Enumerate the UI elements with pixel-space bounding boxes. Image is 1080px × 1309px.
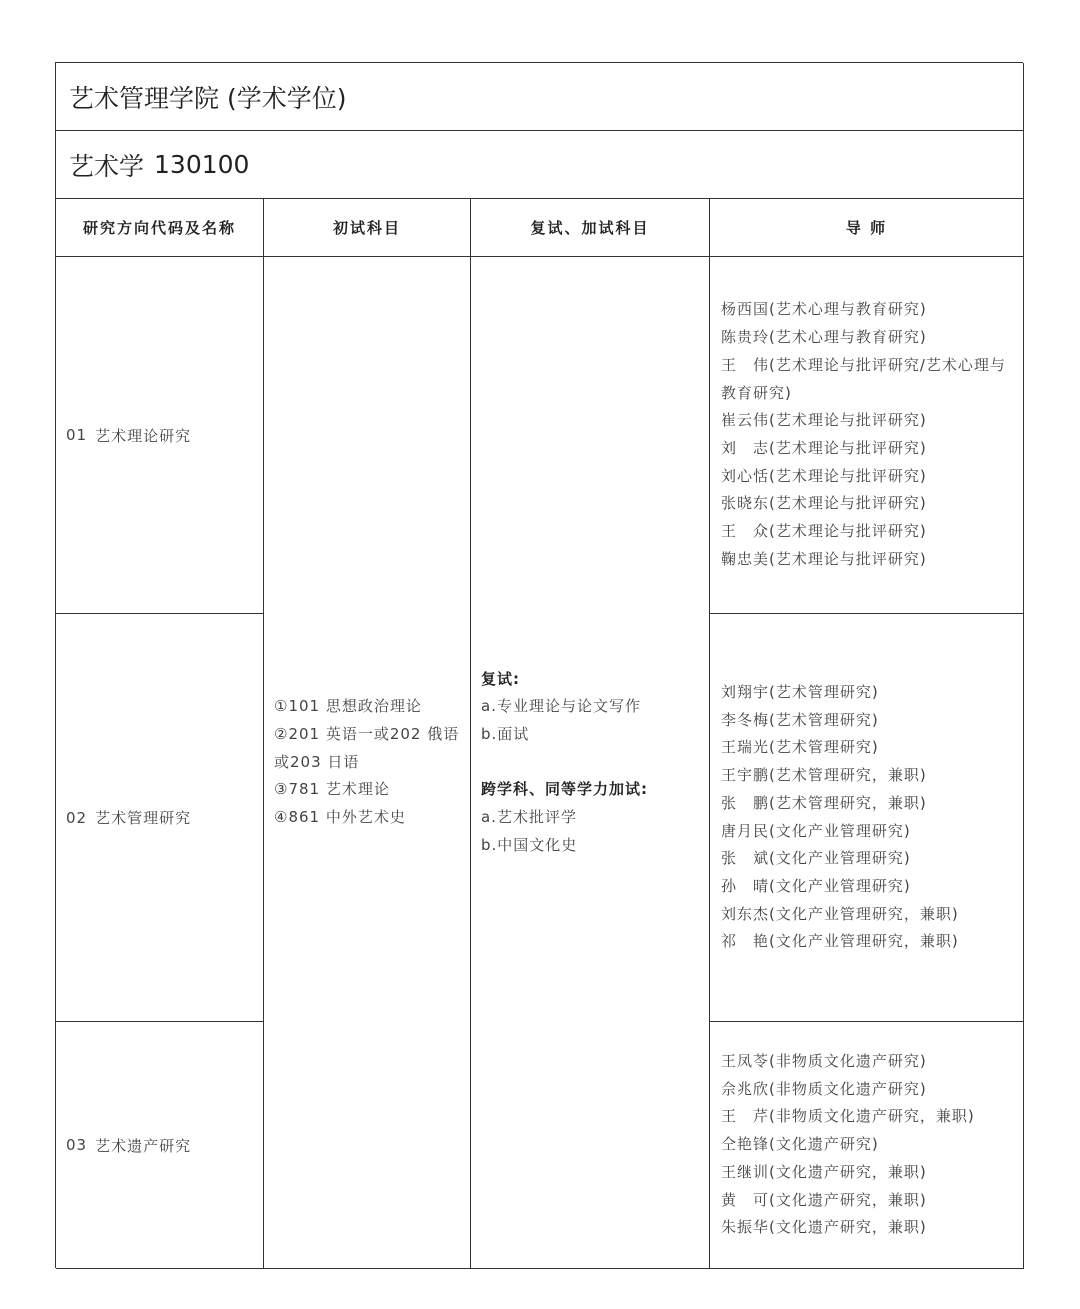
direction-code: 01 — [66, 426, 88, 444]
extra-exam-item: a.艺术批评学 — [481, 808, 577, 827]
spacer — [481, 749, 709, 777]
exam-subject: ②201 英语一或202 俄语或203 日语 — [274, 724, 460, 771]
direction-name: 艺术管理研究 — [95, 809, 192, 827]
exam-subject: ③781 艺术理论 — [274, 780, 390, 799]
tutor-entry: 刘东杰(文化产业管理研究，兼职) — [721, 904, 959, 923]
extra-exam-label: 跨学科、同等学力加试: — [481, 780, 648, 799]
header-direction: 研究方向代码及名称 — [56, 199, 264, 257]
direction-code: 02 — [66, 808, 88, 827]
direction-name: 艺术理论研究 — [95, 426, 192, 445]
tutor-entry: 黄 可(文化遗产研究，兼职) — [721, 1190, 927, 1209]
major-row — [56, 131, 1024, 199]
header-tutor: 导 师 — [710, 199, 1024, 257]
tutor-entry: 崔云伟(艺术理论与批评研究) — [721, 411, 927, 430]
direction-03 — [56, 1022, 264, 1269]
tutor-entry: 朱振华(文化遗产研究，兼职) — [721, 1218, 927, 1237]
extra-exam-item: b.中国文化史 — [481, 835, 578, 854]
direction-01 — [56, 257, 264, 614]
tutor-entry: 唐月民(文化产业管理研究) — [721, 821, 911, 840]
tutor-entry: 刘翔宇(艺术管理研究) — [721, 682, 879, 701]
tutor-entry: 王 芹(非物质文化遗产研究，兼职) — [721, 1107, 975, 1126]
tutors-03 — [710, 1022, 1024, 1269]
tutor-entry: 杨西国(艺术心理与教育研究) — [721, 300, 927, 319]
tutor-entry: 王 众(艺术理论与批评研究) — [721, 522, 927, 541]
tutor-entry: 张 鹏(艺术管理研究，兼职) — [721, 793, 927, 812]
tutor-entry: 王宇鹏(艺术管理研究，兼职) — [721, 766, 927, 785]
tutor-entry: 孙 晴(文化产业管理研究) — [721, 876, 911, 895]
exam-subject: ④861 中外艺术史 — [274, 808, 406, 827]
school-title: 艺术管理学院 (学术学位) — [56, 63, 1024, 131]
direction-02 — [56, 614, 264, 1022]
tutor-entry: 王 伟(艺术理论与批评研究/艺术心理与教育研究) — [721, 355, 1006, 402]
tutor-entry: 陈贵玲(艺术心理与教育研究) — [721, 328, 927, 347]
retest-label: 复试: — [481, 669, 520, 688]
direction-code: 03 — [66, 1136, 88, 1154]
exam-subject: ①101 思想政治理论 — [274, 697, 422, 716]
tutor-entry: 佘兆欣(非物质文化遗产研究) — [721, 1079, 927, 1098]
tutor-entry: 祁 艳(文化产业管理研究，兼职) — [721, 932, 959, 951]
tutors-01 — [710, 257, 1024, 614]
admissions-table — [55, 62, 1023, 1268]
tutor-entry: 刘 志(艺术理论与批评研究) — [721, 439, 927, 457]
header-initial-exam: 初试科目 — [264, 199, 471, 257]
tutor-entry: 李冬梅(艺术管理研究) — [721, 710, 879, 729]
initial-exam-cell — [264, 257, 471, 1269]
tutor-entry: 王继训(文化遗产研究，兼职) — [721, 1162, 927, 1181]
tutors-02 — [710, 614, 1024, 1022]
retest-item: b.面试 — [481, 724, 530, 743]
tutor-entry: 张 斌(文化产业管理研究) — [721, 849, 911, 868]
tutor-entry: 仝艳锋(文化遗产研究) — [721, 1135, 879, 1154]
tutor-entry: 王凤苓(非物质文化遗产研究) — [721, 1052, 927, 1071]
major-code: 130100 — [154, 150, 250, 179]
tutor-entry: 鞠忠美(艺术理论与批评研究) — [721, 549, 927, 568]
retest-item: a.专业理论与论文写作 — [481, 697, 641, 716]
header-retest: 复试、加试科目 — [471, 199, 710, 257]
tutor-entry: 刘心恬(艺术理论与批评研究) — [721, 466, 927, 485]
retest-cell — [471, 257, 710, 1269]
tutor-entry: 张晓东(艺术理论与批评研究) — [721, 494, 927, 513]
direction-name: 艺术遗产研究 — [95, 1136, 192, 1155]
major-name: 艺术学 — [69, 151, 145, 181]
tutor-entry: 王瑞光(艺术管理研究) — [721, 738, 879, 757]
